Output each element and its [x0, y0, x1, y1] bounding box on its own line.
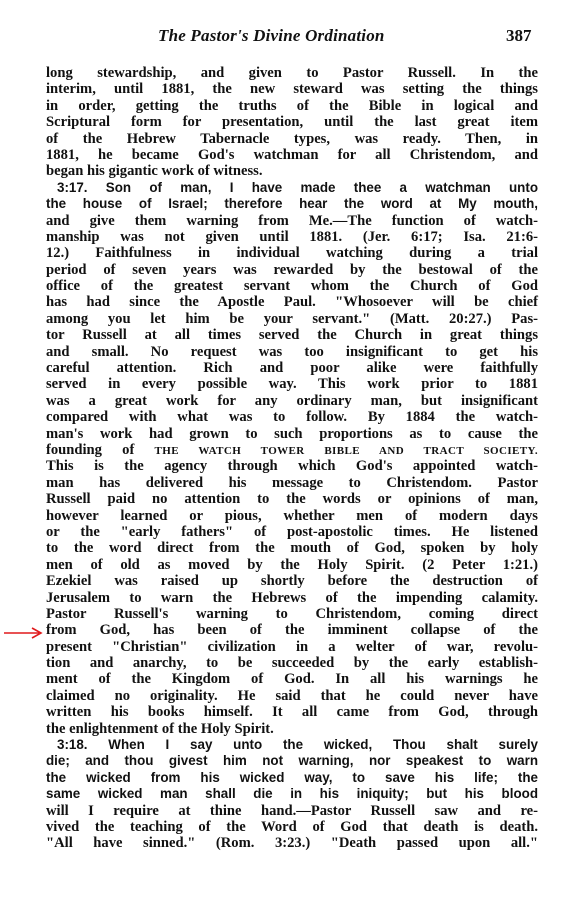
text-line: [46, 753, 538, 769]
text-line-content: Russell paid no attention to the words or opinions of man,: [46, 491, 538, 508]
text-line: [46, 606, 538, 622]
text-line: [46, 688, 538, 704]
text-line: [46, 229, 538, 245]
text-line: [46, 639, 538, 655]
text-line-content: claimed no originality. He said that he could never have: [46, 687, 538, 704]
text-line-content: office of the greatest servant whom the Church of God: [46, 278, 538, 295]
text-line-content: Pastor Russell's warning to Christendom, coming direct: [46, 605, 538, 622]
text-line-content: same wicked man shall die in his iniquity; but his blood: [46, 786, 538, 802]
text-line-content: written his books himself. It all came from God, through: [46, 704, 538, 721]
text-line: [46, 114, 538, 130]
text-line-content: has had since the Apostle Paul. "Whosoever will be chief: [46, 294, 538, 311]
text-line-content: vived the teaching of the Word of God that death is death.: [46, 818, 538, 835]
text-line-content: the enlightenment of the Holy Spirit.: [46, 720, 274, 737]
text-line-content: 12.) Faithfulness in individual watching during a trial: [46, 245, 538, 262]
text-line: [46, 540, 538, 556]
text-line-content: "All have sinned." (Rom. 3:23.) "Death passed upon all.": [46, 835, 538, 852]
text-line: [46, 671, 538, 687]
text-line: [46, 622, 538, 638]
text-line-content: manship was not given until 1881. (Jer. 6:17; Isa. 21:6-: [46, 228, 538, 245]
text-line: [46, 704, 538, 720]
text-line: [46, 524, 538, 540]
text-line-content: man has delivered his message to Christendom. Pastor: [46, 474, 538, 491]
text-line: [46, 262, 538, 278]
text-line-content: founding of: [46, 441, 135, 458]
text-line: [46, 327, 538, 343]
text-line-content: began his gigantic work of witness.: [46, 163, 263, 180]
text-line-content: men of old as moved by the Holy Spirit. (2 Peter 1:21.): [46, 556, 538, 573]
text-line-content: Ezekiel was raised up shortly before the destruction of: [46, 573, 538, 590]
text-line-content: long stewardship, and given to Pastor Russell. In the: [46, 65, 538, 81]
text-line-content: interim, until 1881, the new steward was setting the things: [46, 81, 538, 98]
text-line-content: or the "early fathers" of post-apostolic times. He listened: [46, 523, 538, 540]
red-right-arrow-icon: [3, 626, 45, 640]
text-line: [46, 344, 538, 360]
text-line: [46, 180, 538, 196]
text-line: [46, 163, 538, 179]
text-line-content: tion and anarchy, to be succeeded by the early establish-: [46, 655, 538, 672]
page-number: 387: [506, 26, 532, 45]
text-line: [46, 213, 538, 229]
text-line: [46, 311, 538, 327]
text-line: [46, 393, 538, 409]
text-line-content: ment of the Kingdom of God. In all his warnings he: [46, 671, 538, 688]
text-line-content: man's work had grown to such proportions as to cause the: [46, 425, 538, 442]
text-line-content: however learned or pious, whether men of modern days: [46, 507, 538, 524]
text-line: [46, 557, 538, 573]
text-line-content: 3:17. Son of man, I have made thee a watchman unto: [57, 179, 538, 195]
page-header: [0, 26, 570, 50]
text-line: [46, 819, 538, 835]
text-line-content: was a great work for any ordinary man, but insignificant: [46, 392, 538, 409]
text-line: [46, 786, 538, 802]
text-line: [46, 98, 538, 114]
text-line-content: careful attention. Rich and poor alike were faithfully: [46, 360, 538, 377]
running-title: The Pastor's Divine Ordination: [158, 26, 385, 45]
text-line: [46, 131, 538, 147]
text-line: [46, 573, 538, 589]
text-line-content: 3:18. When I say unto the wicked, Thou shalt surely: [57, 737, 538, 753]
text-line-content: the wicked from his wicked way, to save his life; the: [46, 769, 538, 785]
text-line-content: compared with what was to follow. By 1884 the watch-: [46, 409, 538, 426]
text-line-content: Jerusalem to warn the Hebrews of the impending calamity.: [46, 589, 538, 606]
text-line: [46, 458, 538, 474]
text-line: [46, 81, 538, 97]
text-line-content: This is the agency through which God's appointed watch-: [46, 458, 538, 475]
text-line-content: from God, has been of the imminent collapse of the: [46, 622, 538, 639]
text-line: [46, 65, 538, 81]
text-line: [46, 426, 538, 442]
text-line: [46, 147, 538, 163]
text-line-content: and give them warning from Me.—The function of watch-: [46, 212, 538, 229]
text-line: [46, 376, 538, 392]
text-line: [46, 508, 538, 524]
text-line-content: to the word direct from the mouth of God, spoken by holy: [46, 540, 538, 557]
text-line: [46, 491, 538, 507]
text-line-content: die; and thou givest him not warning, nor speakest to warn: [46, 753, 538, 769]
text-line-content: present "Christian" civilization in a welter of war, revolu-: [46, 638, 538, 655]
text-line: [46, 196, 538, 212]
text-line: [46, 590, 538, 606]
text-line: [46, 770, 538, 786]
text-line-content: served in every possible way. This work prior to 1881: [46, 376, 538, 393]
text-line-content: and small. No request was too insignificant to get his: [46, 343, 538, 360]
text-line-content: period of seven years was rewarded by the bestowal of the: [46, 261, 538, 278]
text-line-content: will I require at thine hand.—Pastor Russell saw and re-: [46, 802, 538, 819]
text-line-content: among you let him be your servant." (Matt. 20:27.) Pas-: [46, 310, 538, 327]
text-line: [46, 655, 538, 671]
text-line-content: 1881, he became God's watchman for all Christendom, and: [46, 146, 538, 163]
text-line: [46, 360, 538, 376]
text-line-content: the house of Israel; therefore hear the word at My mouth,: [46, 196, 538, 212]
text-line: [46, 278, 538, 294]
text-line-content: tor Russell at all times served the Church in great things: [46, 327, 538, 344]
text-line: [46, 835, 538, 851]
text-line: [46, 803, 538, 819]
text-line: [46, 737, 538, 753]
text-line-content: Scriptural form for presentation, until the last great item: [46, 114, 538, 131]
body-text: [46, 65, 538, 852]
text-line: [46, 721, 538, 737]
text-line: [46, 475, 538, 491]
text-line: [46, 409, 538, 425]
text-line: [46, 245, 538, 261]
text-line: [46, 442, 538, 458]
text-line-content: of the Hebrew Tabernacle types, was ready. Then, in: [46, 130, 538, 147]
text-line-content: in order, getting the truths of the Bible in logical and: [46, 97, 538, 114]
society-name-small-caps: THE WATCH TOWER BIBLE AND TRACT SOCIETY.: [154, 444, 538, 457]
text-line: [46, 294, 538, 310]
